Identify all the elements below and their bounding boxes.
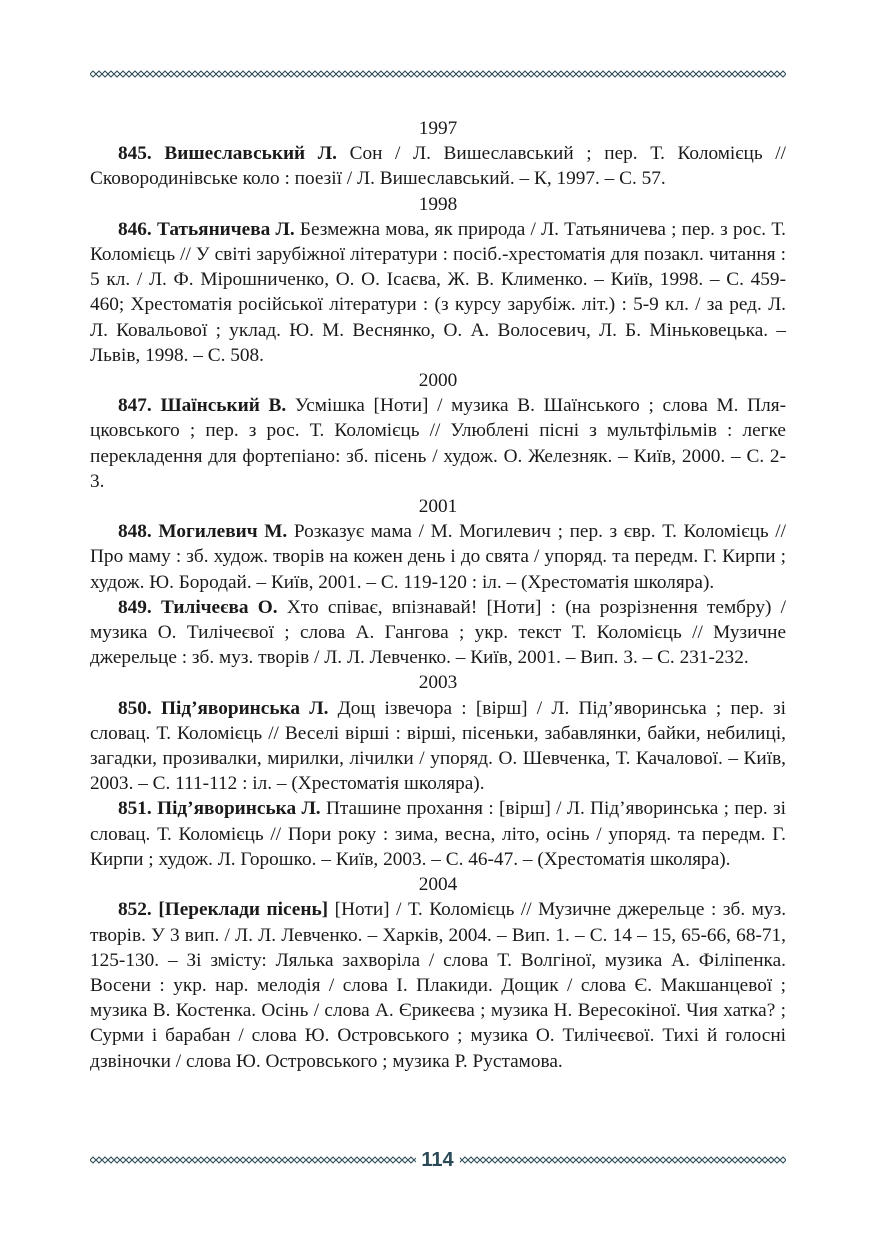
year-heading: 2003	[418, 672, 458, 694]
section-2004	[90, 872, 786, 1074]
entry-number: 845.	[118, 143, 152, 165]
section-2001	[90, 494, 786, 670]
entry-number: 851.	[118, 798, 152, 820]
bibliography-content	[90, 116, 786, 1074]
entry-text: Дощ ізвечора : [вірш] / Л. Під’яворинська ; пер. зі словац. Т. Коломієць // Веселі вірші : вірші, пісеньки, забавлянки, байки, небилиці, загадки, прозивалки, мирилки, лічилки / упоряд. О. Шевченка, Т. Качалової. – Київ, 2003. – С. 111-112 : іл. – (Хрестоматія школяра).	[90, 697, 787, 795]
bibliography-entry	[90, 519, 786, 595]
entry-heading: Під’яворинська Л.	[157, 798, 321, 820]
entry-heading: Тилічеєва О.	[161, 596, 278, 618]
year-heading: 2004	[418, 874, 458, 896]
section-2000	[90, 368, 786, 494]
year-heading: 1998	[418, 193, 458, 215]
entry-text: [Ноти] / Т. Коломієць // Музичне джерельце : зб. муз. творів. У 3 вип. / Л. Л. Левченко. – Харків, 2004. – Вип. 1. – С. 14 – 15, 65-66, 68-71, 125-130. – Зі змісту: Лялька захворіла / слова Т. Волгіної, музика А. Філіпенка. Восени : укр. нар. мелодія / слова І. Плакиди. Дощик / слова Є. Макшанцевої ; музика В. Костенка. Осінь / слова А. Єрикеєва ; музика Н. Вересокіної. Чия хатка? ; Сурми і барабан / слова Ю. Островського ; музика О. Тилічеєвої. Тихі й голосні дзвіночки / слова Ю. Островського ; музика Р. Рустамова.	[90, 899, 787, 1072]
bibliography-entry	[90, 897, 786, 1073]
entry-heading: Могилевич М.	[158, 521, 288, 543]
year-heading: 1997	[418, 118, 458, 139]
bibliography-entry	[90, 393, 786, 494]
page-number: 114	[415, 1148, 459, 1172]
top-ornament-rule	[90, 69, 786, 79]
entry-heading: Під’яворинська Л.	[160, 697, 329, 719]
entry-heading: Шаїнський В.	[160, 395, 287, 417]
entry-heading: Вишеславський Л.	[164, 143, 337, 165]
bibliography-entry	[90, 141, 786, 191]
page-footer	[0, 1148, 875, 1172]
entry-text: Усмішка [Ноти] / музика В. Шаїнського ; слова М. Пляцковського ; пер. з рос. Т. Коломієць // Улюблені пісні з мультфільмів : легке перекладення для фортепіано: зб. пісень / худож. О. Железняк. – Київ, 2000. – С. 2-3.	[90, 395, 786, 492]
year-heading: 2001	[418, 496, 458, 518]
entry-number: 847.	[118, 395, 152, 417]
bibliography-entry	[90, 696, 786, 797]
section-2003	[90, 670, 786, 872]
entry-number: 852.	[118, 899, 152, 921]
entry-number: 850.	[118, 697, 152, 719]
entry-text: Розказує мама / М. Могилевич ; пер. з євр. Т. Коломієць // Про маму : зб. худож. творів на кожен день і до свята / упоряд. та передм. Г. Кирпи ; худож. Ю. Бородай. – Київ, 2001. – С. 119-120 : іл. – (Хрестоматія школяра).	[90, 521, 786, 593]
entry-number: 849.	[118, 596, 152, 618]
entry-heading: Татьяничева Л.	[156, 218, 295, 240]
entry-number: 846.	[118, 218, 152, 240]
entry-heading: [Переклади пісень]	[158, 899, 329, 921]
bibliography-entry	[90, 595, 786, 671]
entry-text: Пташине прохання : [вірш] / Л. Під’яворинська ; пер. зі словац. Т. Коломієць // Пори року : зима, весна, літо, осінь / упоряд. та передм. Г. Кирпи ; худож. Л. Горошко. – Київ, 2003. – С. 46-47. – (Хрестоматія школяра).	[90, 798, 786, 870]
entry-text: Безмежна мова, як природа / Л. Татьяничева ; пер. з рос. Т. Коломієць // У світі зарубіжної літератури : посіб.-хрестоматія для позакл. читання : 5 кл. / Л. Ф. Мірошниченко, О. О. Ісаєва, Ж. В. Клименко. – Київ, 1998. – С. 459-460; Хрестоматія російської літератури : (з курсу зарубіж. літ.) : 5-9 кл. / за ред. Л. Л. Ковальової ; уклад. Ю. М. Веснянко, О. А. Волосевич, Л. Б. Міньковецька. – Львів, 1998. – С. 508.	[90, 218, 786, 366]
section-1998	[90, 192, 786, 368]
bibliography-entry	[90, 217, 786, 368]
entry-text: Хто співає, впізнавай! [Ноти] : (на розрізнення тембру) / музика О. Тилічеєвої ; слова А. Гангова ; укр. текст Т. Коломієць // Музичне джерельце : зб. муз. творів / Л. Л. Левченко. – Київ, 2001. – Вип. 3. – С. 231-232.	[90, 596, 787, 669]
section-1997	[90, 116, 786, 192]
entry-text: Сон / Л. Вишеславський ; пер. Т. Коломієць // Сковородинівське коло : поезії / Л. Вишеславський. – К, 1997. – С. 57.	[90, 143, 786, 190]
bibliography-entry	[90, 796, 786, 872]
year-heading: 2000	[418, 370, 458, 392]
entry-number: 848.	[118, 521, 152, 543]
